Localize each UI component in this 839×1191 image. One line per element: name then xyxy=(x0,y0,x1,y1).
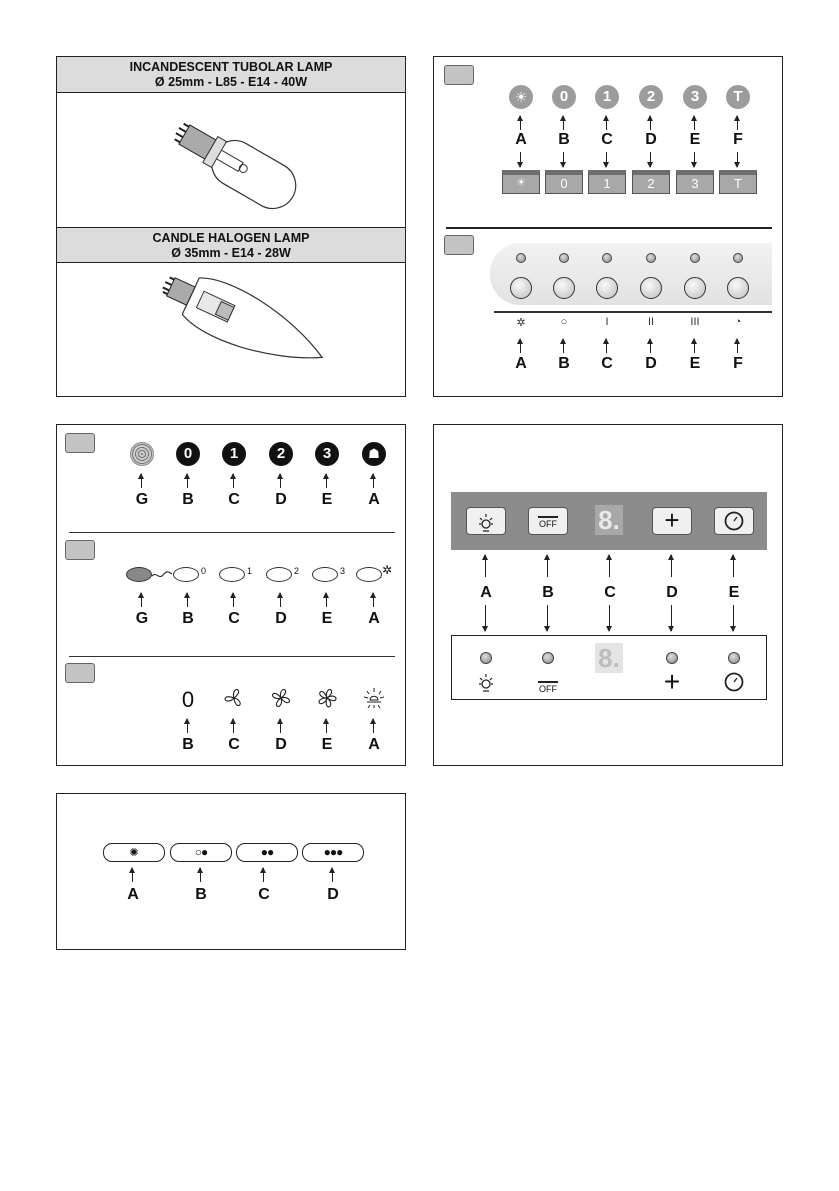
label-b: B xyxy=(558,355,570,372)
arrow xyxy=(373,474,374,488)
arrow xyxy=(200,868,201,882)
speed-1-symbol: I xyxy=(605,316,609,328)
label-e: E xyxy=(689,131,701,148)
fan-key-2[interactable]: 2 xyxy=(639,85,663,109)
arrow xyxy=(737,339,738,353)
speed-3-dots: ●●● xyxy=(323,845,343,859)
grease-filter-icon xyxy=(130,442,154,466)
off-symbol: ○ xyxy=(560,316,568,328)
label-g: G xyxy=(135,491,149,508)
label-c: C xyxy=(601,131,613,148)
led xyxy=(666,652,678,664)
arrow xyxy=(326,474,327,488)
timer-key[interactable]: T xyxy=(726,85,750,109)
button-3[interactable] xyxy=(312,567,338,582)
off-bar xyxy=(538,516,558,518)
label-b: B xyxy=(558,131,570,148)
led xyxy=(559,253,569,263)
light-icon: ✺ xyxy=(129,847,139,859)
control-panel-top-right xyxy=(433,56,783,397)
plus-touch-key[interactable]: + xyxy=(652,507,692,535)
square-key-3[interactable]: 3 xyxy=(676,170,714,194)
divider xyxy=(69,656,395,657)
button-light[interactable] xyxy=(356,567,382,582)
arrow xyxy=(671,605,672,631)
arrow xyxy=(563,339,564,353)
grease-filter-button[interactable] xyxy=(126,567,152,582)
halogen-lamp-title: CANDLE HALOGEN LAMP xyxy=(152,231,310,245)
light-touch-key[interactable] xyxy=(466,507,506,535)
button-0[interactable] xyxy=(173,567,199,582)
arrow xyxy=(733,605,734,631)
label-a: A xyxy=(515,355,527,372)
light-button[interactable] xyxy=(510,277,532,299)
label-b: B xyxy=(542,584,554,601)
off-label: OFF xyxy=(539,684,557,694)
label-d: D xyxy=(645,131,657,148)
arrow xyxy=(737,116,738,130)
arrow xyxy=(132,868,133,882)
label-a: A xyxy=(368,736,380,753)
light-pill-button[interactable] xyxy=(103,843,165,862)
led xyxy=(480,652,492,664)
label-b: B xyxy=(182,491,194,508)
panel-line xyxy=(494,311,772,313)
arrow xyxy=(606,152,607,167)
label-d: D xyxy=(275,736,287,753)
fan-key-1[interactable]: 1 xyxy=(595,85,619,109)
arrow xyxy=(280,593,281,607)
light-key-icon[interactable]: ☗ xyxy=(362,442,386,466)
arrow xyxy=(733,555,734,577)
num-0: 0 xyxy=(201,566,207,576)
control-panel-bottom xyxy=(56,793,406,950)
incandescent-lamp-title: INCANDESCENT TUBOLAR LAMP xyxy=(129,60,333,74)
divider xyxy=(446,227,772,229)
label-d: D xyxy=(666,584,678,601)
arrow xyxy=(141,593,142,607)
label-c: C xyxy=(228,736,240,753)
label-f: F xyxy=(733,131,743,148)
key-1[interactable]: 1 xyxy=(222,442,246,466)
arrow xyxy=(650,339,651,353)
arrow xyxy=(373,719,374,733)
key-0[interactable]: 0 xyxy=(176,442,200,466)
arrow xyxy=(547,555,548,577)
key-3[interactable]: 3 xyxy=(315,442,339,466)
label-c: C xyxy=(228,491,240,508)
arrow xyxy=(187,593,188,607)
arrow xyxy=(671,555,672,577)
light-symbol-icon: ✲ xyxy=(516,317,526,329)
arrow xyxy=(737,152,738,167)
label-c: C xyxy=(228,610,240,627)
halogen-lamp-illustration xyxy=(157,273,337,383)
light-icon: ✲ xyxy=(382,563,393,577)
arrow xyxy=(606,339,607,353)
plus-symbol: + xyxy=(663,666,681,697)
wave-icon xyxy=(151,570,173,580)
fan-speed-2-button[interactable] xyxy=(640,277,662,299)
arrow xyxy=(187,719,188,733)
figure-tag xyxy=(65,433,95,453)
label-b: B xyxy=(182,736,194,753)
clock-icon xyxy=(723,510,745,532)
timer-symbol-icon: ◔ xyxy=(734,316,742,328)
timer-touch-key[interactable] xyxy=(714,507,754,535)
label-c: C xyxy=(601,355,613,372)
figure-tag xyxy=(65,540,95,560)
arrow xyxy=(332,868,333,882)
label-a: A xyxy=(368,610,380,627)
label-e: E xyxy=(689,355,701,372)
arrow xyxy=(233,719,234,733)
arrow xyxy=(563,116,564,130)
control-panel-mid-left xyxy=(56,424,406,766)
fan-speed-3-icon xyxy=(316,687,338,709)
label-a: A xyxy=(368,491,380,508)
off-bar xyxy=(538,681,558,683)
speed-1-dots: ○● xyxy=(194,845,208,859)
arrow xyxy=(520,339,521,353)
label-e: E xyxy=(321,610,333,627)
arrow xyxy=(694,152,695,167)
speed-1-pill-button[interactable] xyxy=(170,843,232,862)
arrow xyxy=(280,474,281,488)
square-key-1[interactable]: 1 xyxy=(588,170,626,194)
halogen-lamp-spec: Ø 35mm - E14 - 28W xyxy=(171,246,291,260)
led xyxy=(542,652,554,664)
light-key[interactable]: ☀ xyxy=(509,85,533,109)
arrow xyxy=(326,593,327,607)
fan-speed-1-icon xyxy=(223,687,245,709)
segment-display: 8. xyxy=(595,505,623,535)
fan-off-button[interactable] xyxy=(553,277,575,299)
arrow xyxy=(520,116,521,130)
arrow xyxy=(485,555,486,577)
label-b: B xyxy=(195,886,207,903)
arrow xyxy=(141,474,142,488)
label-c: C xyxy=(258,886,270,903)
arrow xyxy=(263,868,264,882)
label-e: E xyxy=(321,491,333,508)
light-icon xyxy=(476,511,496,533)
arrow xyxy=(233,593,234,607)
label-a: A xyxy=(127,886,139,903)
fan-key-3[interactable]: 3 xyxy=(683,85,707,109)
led xyxy=(733,253,743,263)
incandescent-lamp-illustration xyxy=(157,107,307,217)
led xyxy=(516,253,526,263)
arrow xyxy=(280,719,281,733)
arrow xyxy=(547,605,548,631)
num-1: 1 xyxy=(247,566,253,576)
label-d: D xyxy=(275,491,287,508)
label-d: D xyxy=(327,886,339,903)
arrow xyxy=(485,605,486,631)
button-1[interactable] xyxy=(219,567,245,582)
speed-3-symbol: III xyxy=(690,316,700,328)
label-c: C xyxy=(604,584,616,601)
incandescent-lamp-header xyxy=(57,57,405,93)
off-label: OFF xyxy=(539,519,557,529)
control-panel-mid-right xyxy=(433,424,783,766)
figure-tag xyxy=(444,235,474,255)
arrow xyxy=(326,719,327,733)
divider xyxy=(69,532,395,533)
arrow xyxy=(694,339,695,353)
speed-2-symbol: II xyxy=(647,316,655,328)
arrow xyxy=(373,593,374,607)
speed-2-dots: ●● xyxy=(260,845,274,859)
square-key-0[interactable]: 0 xyxy=(545,170,583,194)
fan-key-0[interactable]: 0 xyxy=(552,85,576,109)
fan-speed-1-button[interactable] xyxy=(596,277,618,299)
arrow xyxy=(650,116,651,130)
incandescent-lamp-spec: Ø 25mm - L85 - E14 - 40W xyxy=(154,75,308,89)
lamp-panel xyxy=(56,56,406,397)
arrow xyxy=(520,152,521,167)
square-key-2[interactable]: 2 xyxy=(632,170,670,194)
led xyxy=(646,253,656,263)
label-g: G xyxy=(135,610,149,627)
arrow xyxy=(563,152,564,167)
clock-icon xyxy=(723,671,745,693)
arrow xyxy=(606,116,607,130)
zero-symbol: 0 xyxy=(181,687,195,712)
label-f: F xyxy=(733,355,743,372)
timer-button[interactable] xyxy=(727,277,749,299)
figure-tag xyxy=(65,663,95,683)
speed-2-pill-button[interactable] xyxy=(236,843,298,862)
label-a: A xyxy=(515,131,527,148)
speed-3-pill-button[interactable] xyxy=(302,843,364,862)
arrow xyxy=(609,555,610,577)
label-a: A xyxy=(480,584,492,601)
halogen-lamp-header xyxy=(57,227,405,263)
arrow xyxy=(187,474,188,488)
led xyxy=(728,652,740,664)
arrow xyxy=(650,152,651,167)
arrow xyxy=(233,474,234,488)
fan-speed-3-button[interactable] xyxy=(684,277,706,299)
label-d: D xyxy=(645,355,657,372)
square-key-timer[interactable]: T xyxy=(719,170,757,194)
led-display: 8. xyxy=(595,643,623,673)
light-square-key[interactable]: ☀ xyxy=(502,170,540,194)
label-e: E xyxy=(728,584,740,601)
light-icon xyxy=(476,671,496,693)
off-touch-key[interactable] xyxy=(528,507,568,535)
label-d: D xyxy=(275,610,287,627)
num-3: 3 xyxy=(340,566,346,576)
led xyxy=(602,253,612,263)
led xyxy=(690,253,700,263)
arrow xyxy=(694,116,695,130)
fan-speed-2-icon xyxy=(270,687,292,709)
light-bulb-icon xyxy=(362,685,386,709)
figure-tag xyxy=(444,65,474,85)
button-2[interactable] xyxy=(266,567,292,582)
label-e: E xyxy=(321,736,333,753)
label-b: B xyxy=(182,610,194,627)
num-2: 2 xyxy=(294,566,300,576)
arrow xyxy=(609,605,610,631)
key-2[interactable]: 2 xyxy=(269,442,293,466)
